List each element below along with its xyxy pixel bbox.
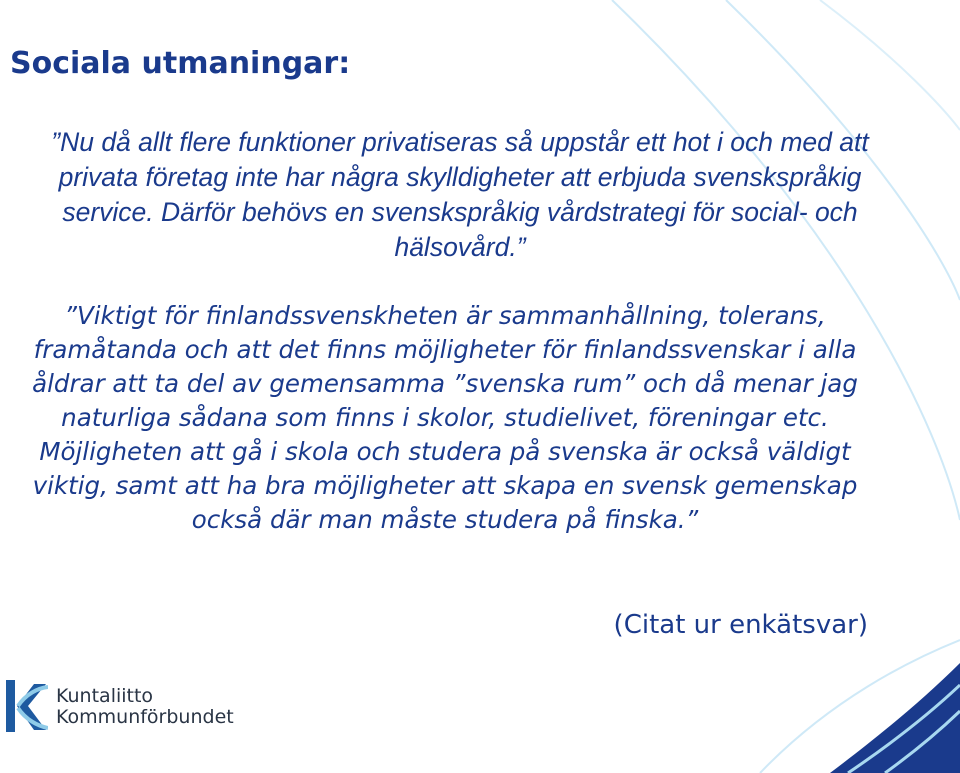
logo-line-2: Kommunförbundet — [56, 706, 234, 728]
kuntaliitto-k-icon — [4, 678, 48, 734]
corner-decoration — [830, 663, 960, 773]
quote-1: ”Nu då allt flere funktioner privatiseras så uppstår ett hot i och med att privata företag inte har några skylldigheter att erbjuda svenskspråkig service. Därför behövs en svenskspråkig vårdstrategi för social- och hälsovård.” — [51, 127, 869, 262]
kuntaliitto-logo — [4, 674, 254, 740]
quote-source: (Citat ur enkätsvar) — [613, 610, 868, 640]
logo-line-1: Kuntaliitto — [56, 685, 154, 707]
logo-wordmark — [56, 686, 234, 728]
quote-2: ”Viktigt för finlandssvenskheten är sammanhållning, tolerans, framåtanda och att det finns möjligheter för finlandssvenskar i alla åldrar att ta del av gemensamma ”svenska rum” och då menar jag naturliga sådana som finns i skolor, studielivet, föreningar etc. Möjligheten att gå i skola och studera på svenska är också väldigt viktig, samt att ha bra möjligheter att skapa en svensk gemenskap också där man måste studera på finska.” — [32, 301, 858, 534]
page-title: Sociala utmaningar: — [10, 46, 351, 81]
